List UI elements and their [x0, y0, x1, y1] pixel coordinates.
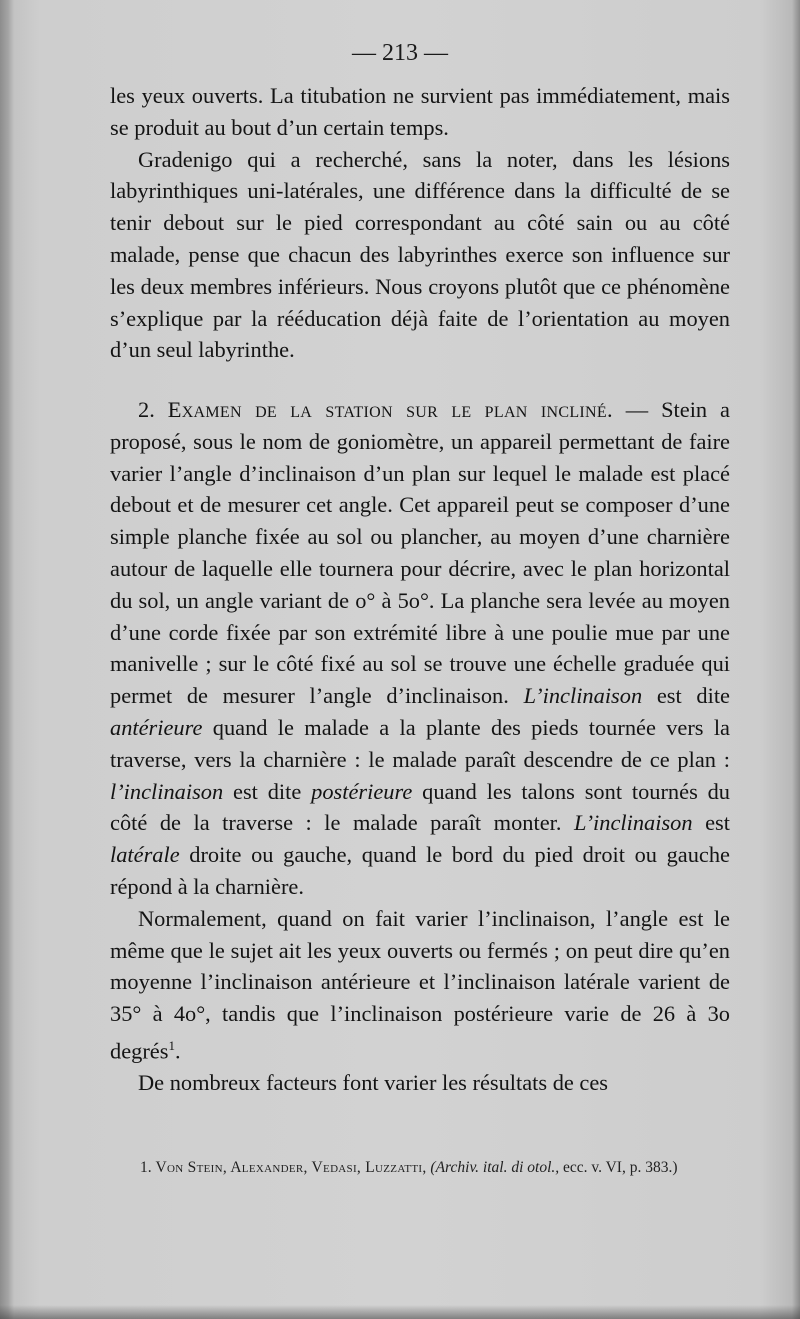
- paragraph-gradenigo: Gradenigo qui a recherché, sans la noter, dans les lésions labyrinthiques uni-latérales, une différence dans la difficulté de se tenir debout sur le pied correspondant au côté sain ou au côté malade, pense que chacun des labyrinthes exerce son influence sur les deux membres inférieurs. Nous croyons plutôt que ce phénomène s’explique par la rééducation déjà faite de l’orientation au moyen d’un seul labyrinthe.: [110, 146, 730, 363]
- section-number: 2.: [138, 397, 155, 422]
- footnote-number: 1.: [140, 1159, 152, 1176]
- paragraph-facteurs: De nombreux facteurs font varier les résultats de ces: [138, 1070, 609, 1096]
- section-text: est dite: [223, 778, 312, 804]
- footnote: [112, 1156, 752, 1179]
- body-text-section-2: [110, 394, 730, 1099]
- paragraph-text: .: [174, 1038, 181, 1064]
- italic-term: l’inclinaison: [110, 778, 224, 804]
- section-text: est dite: [642, 683, 730, 709]
- page-shadow: [0, 1305, 800, 1319]
- page-number: — 213 —: [352, 40, 448, 66]
- section-heading: Examen de la station sur le plan incliné.: [167, 397, 613, 422]
- footnote-source: (Archiv. ital. di otol.,: [430, 1159, 560, 1176]
- italic-term: L’inclinaison: [573, 810, 693, 836]
- paragraph-continued: les yeux ouverts. La titubation ne survient pas immédiatement, mais se produit au bout d’un certain temps.: [110, 83, 730, 140]
- paragraph-text: Normalement, quand on fait varier l’inclinaison, l’angle est le même que le sujet ait les yeux ouverts ou fermés ; on peut dire qu’en moyenne l’inclinaison antérieure et l’inclinaison latérale varient de 35° à 4o°, tandis que l’inclinaison postérieure varie de 26 à 3o degrés: [110, 905, 730, 1064]
- italic-term: L’inclinaison: [523, 683, 643, 709]
- italic-term: postérieure: [311, 778, 413, 804]
- body-text-top: [110, 80, 730, 366]
- italic-term: latérale: [110, 842, 180, 868]
- footnote-authors: Von Stein, Alexander, Vedasi, Luzzatti,: [155, 1159, 427, 1176]
- footnote-detail: ecc. v. VI, p. 383.): [563, 1159, 678, 1176]
- section-text: droite ou gauche, quand le bord du pied droit ou gauche répond à la charnière.: [110, 842, 730, 899]
- section-text: quand le malade a la plante des pieds tournée vers la traverse, vers la charnière : le malade paraît descendre de ce plan :: [110, 714, 730, 772]
- italic-term: antérieure: [110, 714, 203, 740]
- paragraph-normalement: [110, 903, 730, 1067]
- paragraph-section-2: [110, 394, 730, 903]
- section-text: — Stein a proposé, sous le nom de goniomètre, un appareil permettant de faire varier l’angle d’inclinaison d’un plan sur lequel le malade est placé debout et de mesurer cet angle. Cet appareil peut se composer d’une simple planche fixée au sol ou plancher, au moyen d’une charnière autour de laquelle elle tournera pour décrire, avec le plan horizontal du sol, un angle variant de o° à 5o°. La planche sera levée au moyen d’une corde fixée par son extrémité libre à une poulie mue par une manivelle ; sur le côté fixé au sol se trouve une échelle graduée qui permet de mesurer l’angle d’inclinaison.: [110, 397, 730, 709]
- section-text: est: [692, 810, 730, 836]
- section-text: quand les talons sont tournés du côté de la traverse : le malade paraît monter.: [110, 778, 731, 836]
- footnote-ref: 1: [168, 1037, 175, 1053]
